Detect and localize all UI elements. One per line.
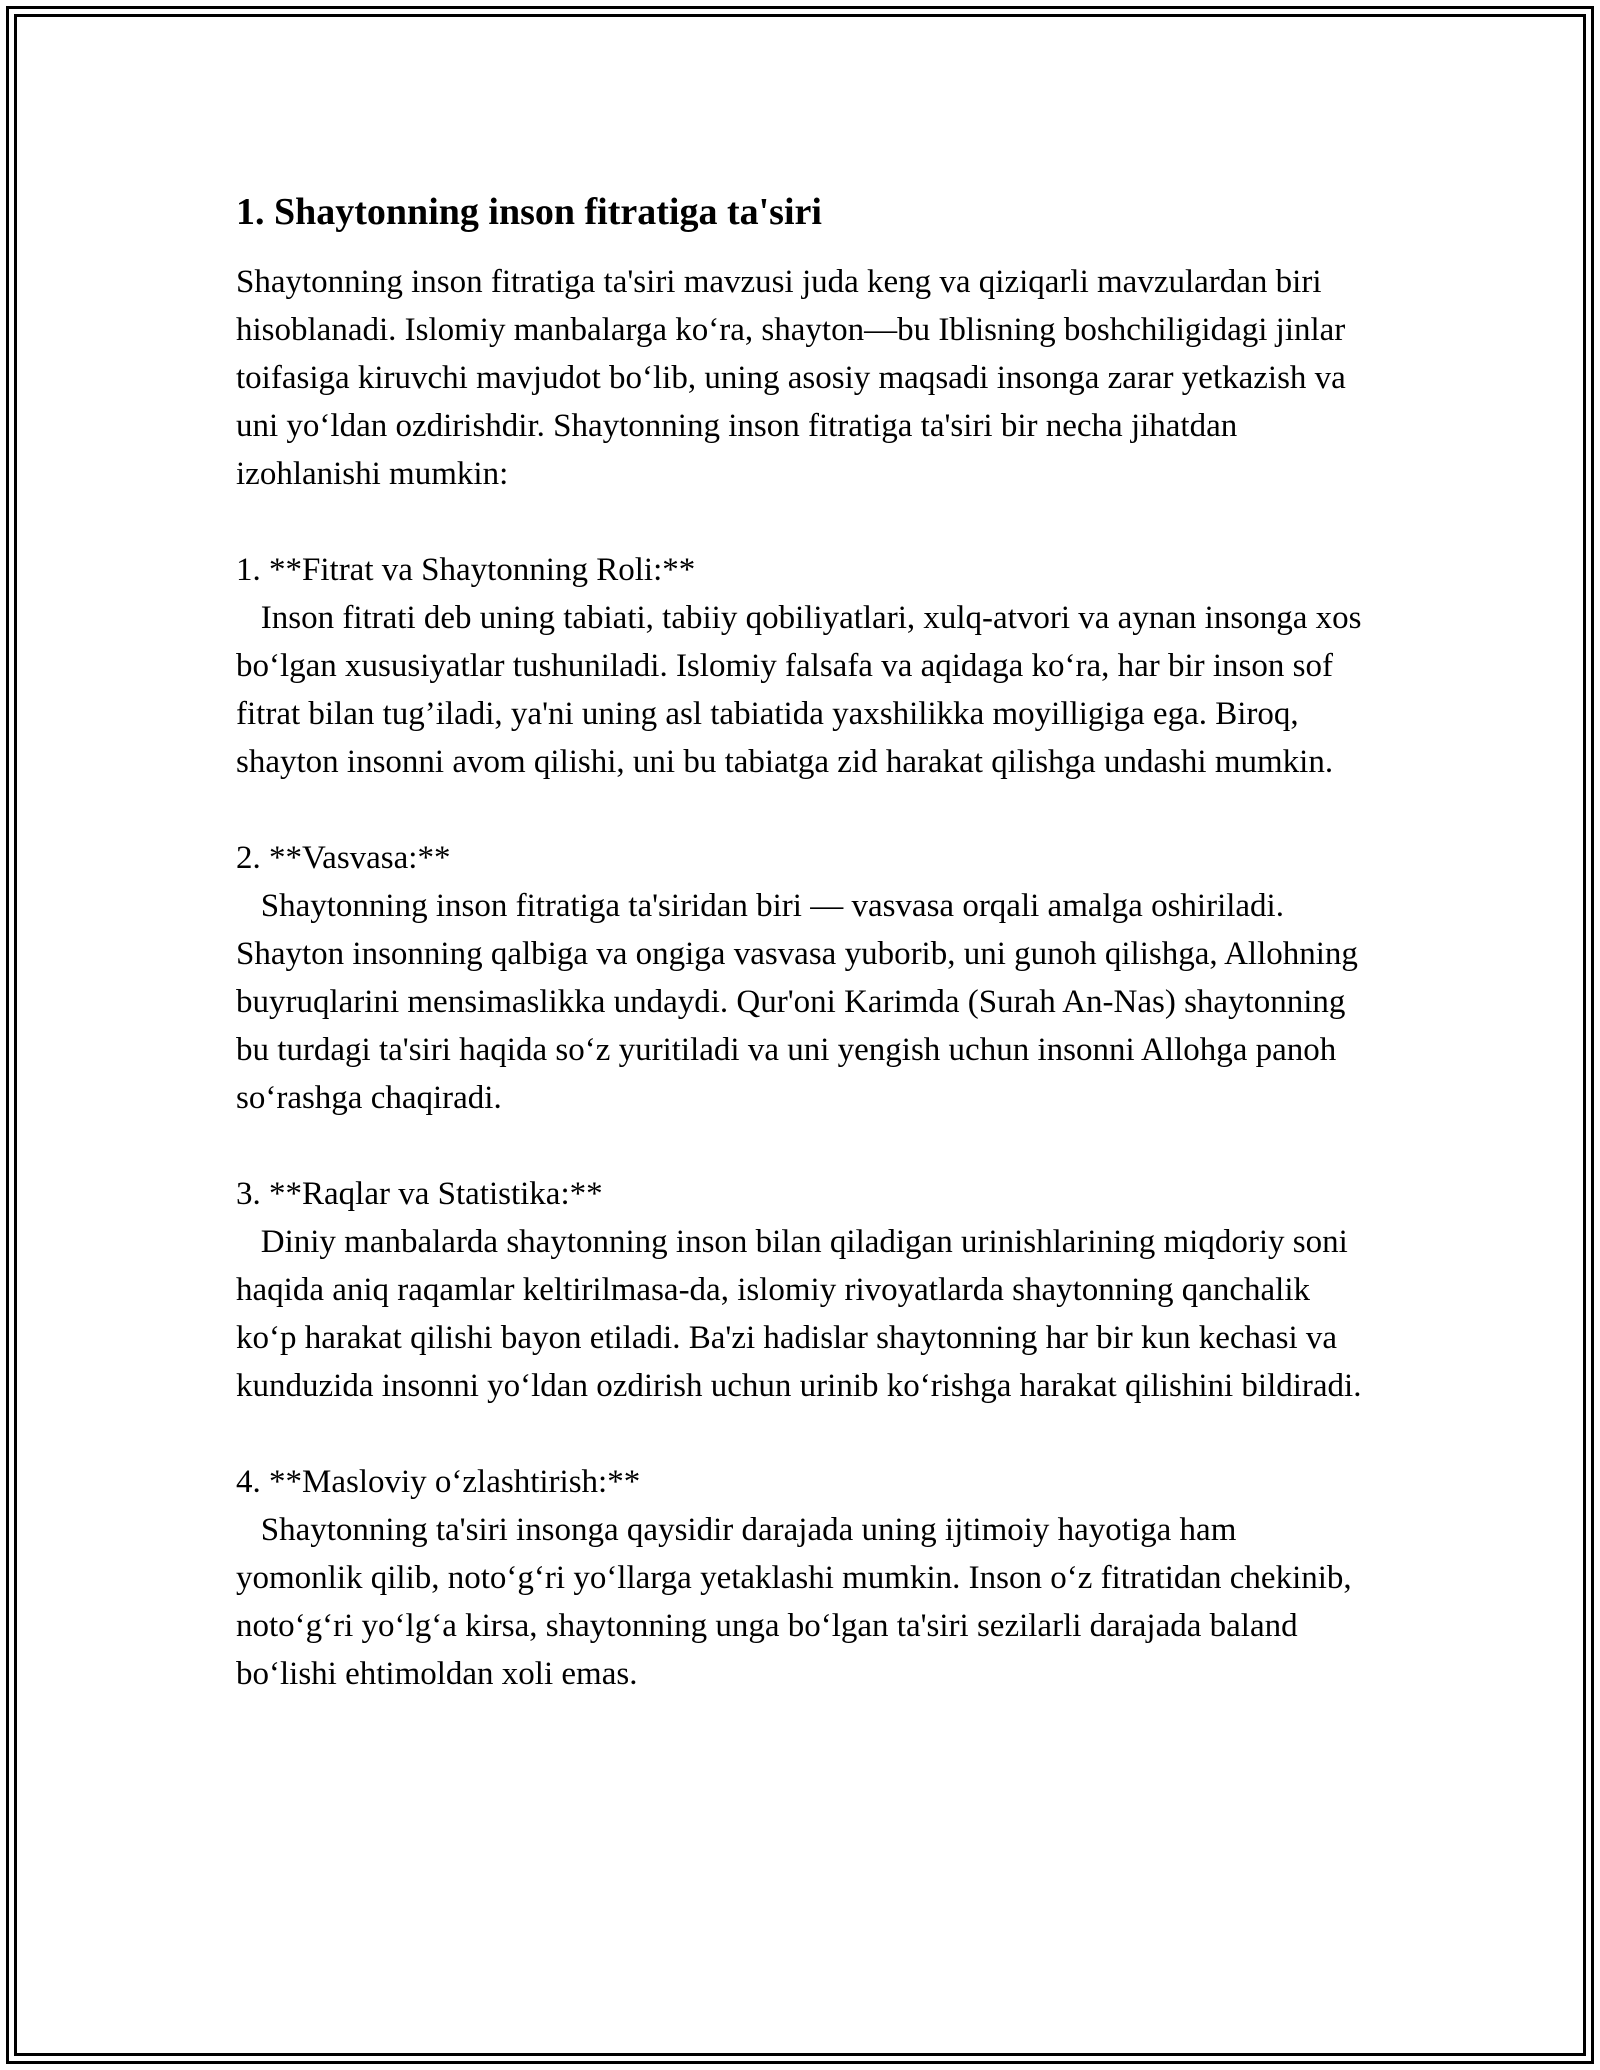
section-paragraph: Inson fitrati deb uning tabiati, tabiiy qobiliyatlari, xulq-atvori va aynan insonga xos boʻlgan xususiyatlar tushuniladi. Islomiy falsafa va aqidaga koʻra, har bir inson sof fitrat bilan tug’iladi, ya'ni uning asl tabiatida yaxshilikka moyilligiga ega. Biroq, shayton insonni avom qilishi, uni bu tabiatga zid harakat qilishga undashi mumkin. (236, 600, 1362, 780)
section-1 (236, 546, 1366, 786)
document-title: 1. Shaytonning inson fitratiga ta'siri (236, 191, 822, 233)
section-paragraph: Shaytonning inson fitratiga ta'siridan biri — vasvasa orqali amalga oshiriladi. Shayton insonning qalbiga va ongiga vasvasa yuborib, uni gunoh qilishga, Allohning buyruqlarini mensimaslikka undaydi. Qur'oni Karimda (Surah An-Nas) shaytonning bu turdagi ta'siri haqida soʻz yuritiladi va uni yengish uchun insonni Allohga panoh soʻrashga chaqiradi. (236, 888, 1358, 1116)
section-paragraph: Diniy manbalarda shaytonning inson bilan qiladigan urinishlarining miqdoriy soni haqida aniq raqamlar keltirilmasa-da, islomiy rivoyatlarda shaytonning qanchalik koʻp harakat qilishi bayon etiladi. Ba'zi hadislar shaytonning har bir kun kechasi va kunduzida insonni yoʻldan ozdirish uchun urinib koʻrishga harakat qilishini bildiradi. (236, 1224, 1362, 1404)
section-heading: 1. **Fitrat va Shaytonning Roli:** (236, 552, 696, 588)
section-4 (236, 1458, 1366, 1698)
intro-paragraph: Shaytonning inson fitratiga ta'siri mavzusi juda keng va qiziqarli mavzulardan biri hisoblanadi. Islomiy manbalarga koʻra, shayton—bu Iblisning boshchiligidagi jinlar toifasiga kiruvchi mavjudot boʻlib, uning asosiy maqsadi insonga zarar yetkazish va uni yoʻldan ozdirishdir. Shaytonning inson fitratiga ta'siri bir necha jihatdan izohlanishi mumkin: (236, 264, 1346, 492)
section-heading: 2. **Vasvasa:** (236, 840, 451, 876)
section-3 (236, 1170, 1366, 1410)
section-paragraph: Shaytonning ta'siri insonga qaysidir darajada uning ijtimoiy hayotiga ham yomonlik qilib, notoʻgʻri yoʻllarga yetaklashi mumkin. Inson oʻz fitratidan chekinib, notoʻgʻri yoʻlgʻa kirsa, shaytonning unga boʻlgan ta'siri sezilarli darajada baland boʻlishi ehtimoldan xoli emas. (236, 1512, 1352, 1692)
section-2 (236, 834, 1366, 1122)
section-heading: 4. **Masloviy oʻzlashtirish:** (236, 1464, 641, 1500)
section-heading: 3. **Raqlar va Statistika:** (236, 1176, 603, 1212)
document-body (236, 188, 1366, 1698)
